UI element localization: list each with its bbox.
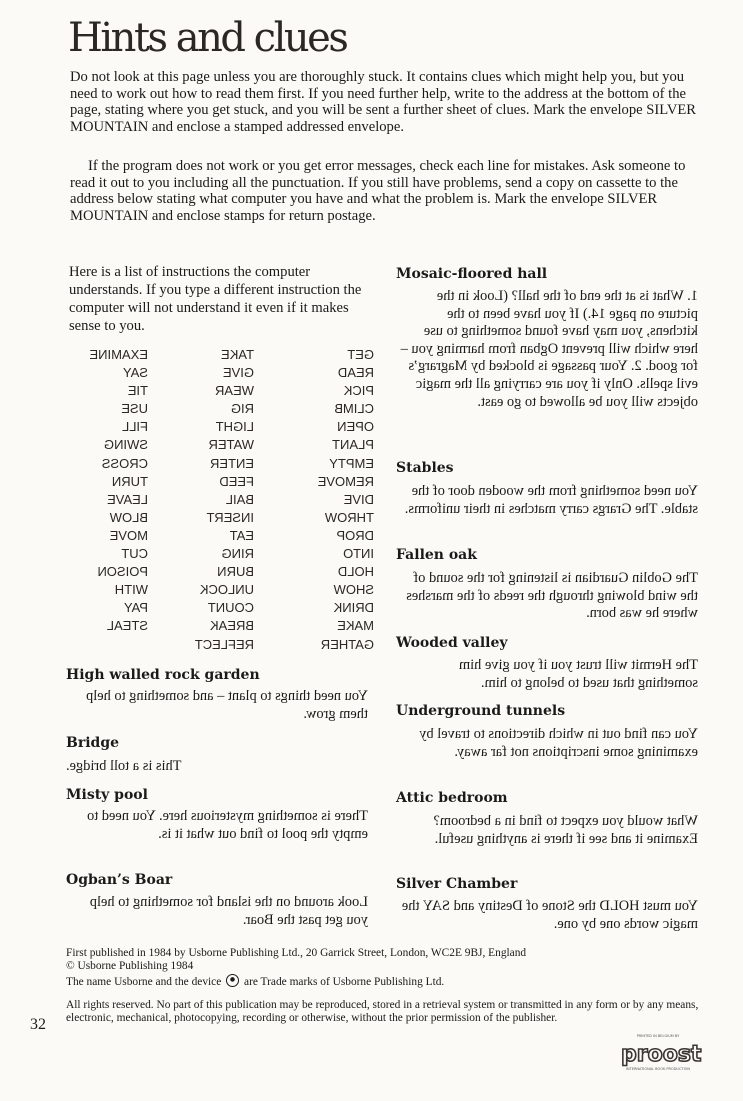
clue-body-bridge: This is a toll bridge. [66, 758, 182, 774]
instruction-word: THROW [324, 509, 374, 525]
clue-body-rock-garden: You need things to plant – and something to help them grow. [86, 688, 368, 722]
instruction-word: GET [347, 347, 374, 362]
clue-body-fallen-oak: The Goblin Guardian is listening for the sound of the wind blowing through the reeds of the marshes where he was born. [406, 570, 698, 622]
clue-body-ogbans-boar: Look around on the island for something to help you get past the Boar. [89, 894, 368, 928]
instruction-word: USE [121, 401, 148, 417]
clue-body-mosaic-hall: 1. What is at the end of the hall? (Look in the picture on page 14.) If you have been to the kitchens, you may have found something to use here which will prevent Ogban from harming you – for good. 2. Your passage is blocked by Magrarg’s evil spells. Only if you are carrying all the magic objects will you be allowed to go east. [400, 288, 698, 410]
instruction-word: SHOW [333, 582, 374, 598]
instruction-word: PLANT [332, 437, 374, 453]
instruction-word: INTO [343, 546, 374, 562]
instruction-word: RING [221, 546, 254, 562]
instruction-word: OPEN [337, 419, 374, 435]
clue-heading-bridge: Bridge [66, 735, 120, 751]
instruction-word: WEAR [215, 383, 254, 399]
instructions-intro: Here is a list of instructions the computer understands. If you type a different instruction the computer will not understand it even if it makes sense to you. [69, 264, 362, 334]
instruction-word: TIE [127, 383, 148, 399]
clue-heading-wooded-valley: Wooded valley [396, 635, 508, 651]
instruction-word: PICK [343, 383, 374, 399]
instruction-word: BLOW [109, 509, 148, 525]
clue-heading-attic-bedroom: Attic bedroom [396, 790, 508, 806]
instruction-word: TAKE [221, 347, 254, 362]
printer-logo-tagline: INTERNATIONAL BOOK PRODUCTION [626, 1067, 690, 1071]
instruction-word: STEAL [106, 618, 148, 634]
clue-heading-stables: Stables [396, 460, 454, 476]
instruction-word: EAT [229, 527, 254, 543]
trademark-text-a: The name Usborne and the device [66, 975, 222, 988]
instruction-word: FILL [121, 419, 148, 435]
instruction-word: HOLD [337, 564, 374, 580]
rights-notice: All rights reserved. No part of this publication may be reproduced, stored in a retrieval system or transmitted in any form or by any means, electronic, mechanical, photocopying, recording or otherwise, without the prior permission of the publisher. [66, 999, 699, 1025]
instruction-word: BURN [217, 564, 254, 580]
instruction-word: SWING [103, 437, 148, 453]
instruction-word: UNLOCK [199, 582, 254, 598]
clue-body-underground-tunnels: You can find out in which directions to travel by examining some inscriptions not far away. [419, 726, 698, 760]
page-number: 32 [30, 1016, 46, 1033]
instruction-word: GATHER [320, 636, 374, 652]
instruction-word: CROSS [101, 455, 148, 471]
instruction-word: DROP [336, 527, 374, 543]
instruction-word: GIVE [222, 365, 254, 381]
clue-body-wooded-valley: The Hermit will trust you if you give him something that used to belong to him. [458, 657, 698, 691]
instruction-column-a [286, 346, 374, 654]
instruction-word: BREAK [209, 618, 254, 634]
trademark-text-b: are Trade marks of Usborne Publishing Ltd. [244, 975, 445, 988]
instruction-word: WITH [114, 582, 148, 598]
clue-body-misty-pool: There is something mysterious here. You need to empty the pool to find out what it is. [87, 808, 368, 842]
instruction-word: FEED [219, 473, 254, 489]
instruction-word: RIG [230, 401, 254, 417]
instruction-word: MOVE [109, 527, 148, 543]
instruction-word: CUT [121, 546, 148, 562]
instruction-word: SAY [122, 365, 148, 381]
page-title: Hints and clues [68, 15, 347, 61]
instruction-word: EXAMINE [89, 347, 148, 362]
clue-heading-rock-garden: High walled rock garden [66, 667, 260, 683]
instruction-word: REFLECT [194, 636, 254, 652]
clue-heading-fallen-oak: Fallen oak [396, 547, 477, 563]
clue-heading-underground-tunnels: Underground tunnels [396, 703, 566, 719]
instruction-word: CLIMB [334, 401, 374, 417]
published-line: First published in 1984 by Usborne Publishing Ltd., 20 Garrick Street, London, WC2E 9BJ, England [66, 947, 527, 959]
instruction-word: DIVE [343, 491, 374, 507]
clue-heading-mosaic-hall: Mosaic-floored hall [396, 266, 548, 282]
instruction-column-c [64, 346, 148, 636]
intro-paragraph-2: If the program does not work or you get error messages, check each line for mistakes. Ask someone to read it out to you including all the punctuation. If you still have problems, send a copy on cassette to the address below stating what computer you have and what the problem is. Mark the envelope SILVER MOUNTAIN and enclose stamps for return postage. [70, 158, 686, 224]
instruction-word: LIGHT [215, 419, 254, 435]
instruction-word: DRINK [333, 600, 374, 616]
instruction-word: READ [337, 365, 374, 381]
instruction-word: ENTER [209, 455, 254, 471]
instruction-word: POISON [97, 564, 148, 580]
instruction-word: LEAVE [107, 491, 148, 507]
trademark-line [66, 974, 706, 989]
instruction-word: INSERT [206, 509, 254, 525]
intro-paragraph-1: Do not look at this page unless you are thoroughly stuck. It contains clues which might help you, but you need to work out how to read them first. If you need further help, write to the address at the bottom of the page, stating where you get stuck, and you will be sent a further sheet of clues. Mark the envelope SILVER MOUNTAIN and enclose a stamped addressed envelope. [70, 69, 697, 135]
instruction-word: MAKE [337, 618, 374, 634]
copyright-line: © Usborne Publishing 1984 [66, 960, 194, 973]
usborne-device-icon [226, 974, 239, 987]
instruction-word: TURN [111, 473, 148, 489]
instruction-word: BAIL [225, 491, 254, 507]
clue-body-silver-chamber: You must HOLD the Stone of Destiny and SAY the magic words one by one. [401, 898, 698, 932]
instruction-word: REMOVE [317, 473, 374, 489]
publication-info [66, 947, 706, 989]
instruction-word: COUNT [207, 600, 254, 616]
clue-heading-silver-chamber: Silver Chamber [396, 876, 518, 892]
printer-logo [619, 1034, 702, 1072]
instruction-word: EMPTY [329, 455, 374, 471]
clue-heading-ogbans-boar: Ogban’s Boar [66, 872, 173, 888]
printer-logo-wordmark: proost [621, 1042, 702, 1067]
instruction-column-b [170, 346, 254, 654]
instruction-word: WATER [208, 437, 254, 453]
instruction-word: PAY [123, 600, 148, 616]
printer-logo-caption: PRINTED IN BELGIUM BY [636, 1034, 680, 1038]
clue-body-stables: You need something from the wooden door of the stable. The Grargs carry matches in their uniforms. [404, 483, 698, 517]
clue-body-attic-bedroom: What would you expect to find in a bedroom? Examine it and see if there is anything useful. [433, 813, 698, 847]
clue-heading-misty-pool: Misty pool [66, 787, 148, 803]
